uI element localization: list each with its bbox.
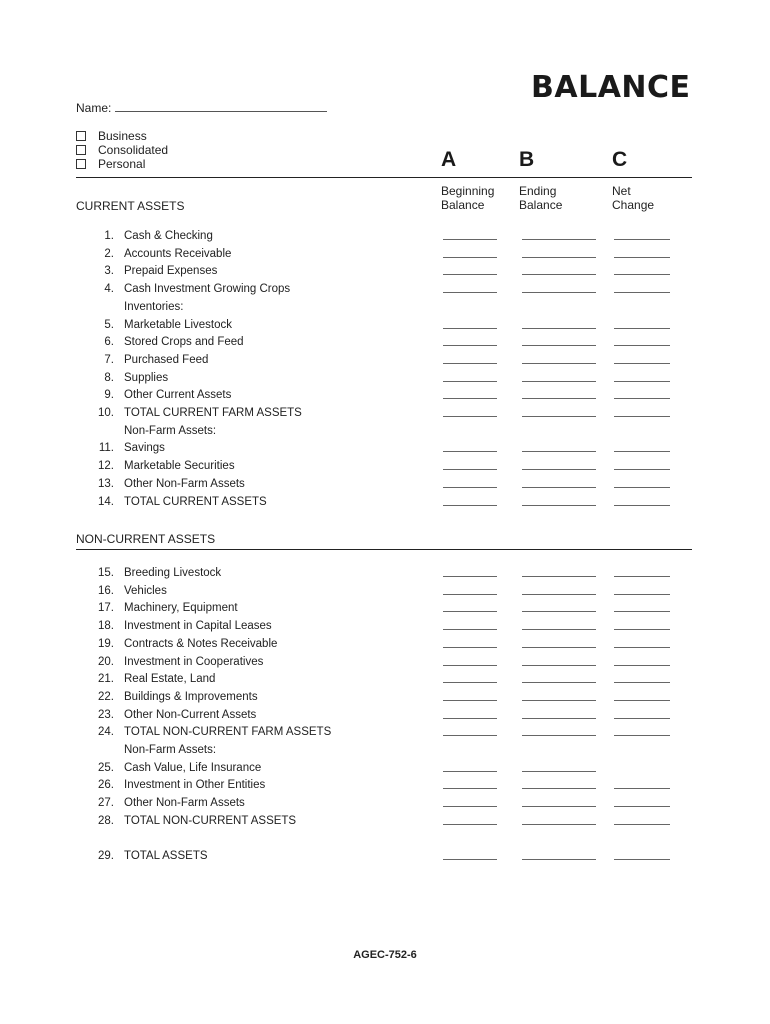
line-label: Supplies: [124, 371, 169, 384]
line-label: Cash & Checking: [124, 230, 213, 242]
line-label: Savings: [124, 442, 165, 455]
line-item-row: [76, 815, 692, 833]
line-item-row: [76, 762, 692, 780]
column-b-line2: Balance: [519, 198, 563, 212]
column-a-entry-line[interactable]: [443, 859, 497, 860]
line-label: Other Current Assets: [124, 389, 232, 402]
line-item-row: [76, 850, 692, 868]
column-c-entry-line[interactable]: [614, 239, 670, 240]
column-b-entry-line[interactable]: [522, 700, 596, 701]
line-label: Marketable Livestock: [124, 318, 233, 331]
line-number: 7.: [104, 353, 114, 366]
line-item-row: [76, 673, 692, 691]
column-b-entry-line[interactable]: [522, 469, 596, 470]
line-number: 16.: [98, 584, 114, 597]
column-a-line2: Balance: [441, 198, 485, 212]
business-label: Business: [98, 129, 147, 143]
column-a-entry-line[interactable]: [443, 381, 497, 382]
line-number: 12.: [98, 460, 114, 473]
line-number: 4.: [104, 283, 114, 296]
column-a-entry-line[interactable]: [443, 700, 497, 701]
subheading-row: [76, 744, 692, 762]
column-b-entry-line[interactable]: [522, 257, 596, 258]
noncurrent-assets-heading: NON-CURRENT ASSETS: [76, 532, 216, 546]
line-item-row: [76, 389, 692, 407]
line-label: TOTAL NON-CURRENT ASSETS: [124, 814, 297, 827]
column-a-entry-line[interactable]: [443, 735, 497, 736]
line-number: 25.: [98, 761, 114, 774]
line-item-row: [76, 691, 692, 709]
column-b-entry-line[interactable]: [522, 239, 596, 240]
line-number: 2.: [104, 247, 114, 260]
line-number: 10.: [98, 407, 114, 419]
column-a-heading: [441, 184, 494, 212]
column-b-entry-line[interactable]: [522, 505, 596, 506]
line-label: Breeding Livestock: [124, 567, 222, 579]
column-a-entry-line[interactable]: [443, 416, 497, 417]
noncurrent-rule: [76, 549, 692, 550]
line-number: 29.: [98, 850, 114, 862]
line-number: 26.: [98, 779, 114, 792]
line-item-row: [76, 336, 692, 354]
line-label: Buildings & Improvements: [124, 690, 258, 703]
line-label: Prepaid Expenses: [124, 265, 218, 278]
column-a-entry-line[interactable]: [443, 806, 497, 807]
line-label: Investment in Cooperatives: [124, 655, 264, 668]
column-b-entry-line[interactable]: [522, 806, 596, 807]
line-item-row: [76, 797, 692, 815]
column-a-entry-line[interactable]: [443, 594, 497, 595]
column-b-entry-line[interactable]: [522, 824, 596, 825]
column-b-entry-line[interactable]: [522, 647, 596, 648]
line-label: Inventories:: [124, 300, 184, 313]
column-c-entry-line[interactable]: [614, 611, 670, 612]
line-number: 17.: [98, 602, 114, 615]
line-item-row: [76, 407, 692, 425]
line-number: 22.: [98, 690, 114, 703]
column-c-entry-line[interactable]: [614, 806, 670, 807]
line-item-row: [76, 496, 692, 514]
column-c-heading: [612, 184, 654, 212]
line-label: Cash Investment Growing Crops: [124, 283, 291, 296]
subheading-row: [76, 301, 692, 319]
column-b-entry-line[interactable]: [522, 363, 596, 364]
line-item-row: [76, 602, 692, 620]
column-c-entry-line[interactable]: [614, 328, 670, 329]
column-b-entry-line[interactable]: [522, 611, 596, 612]
column-b-entry-line[interactable]: [522, 274, 596, 275]
column-c-entry-line[interactable]: [614, 416, 670, 417]
line-number: 8.: [104, 371, 114, 384]
column-a-entry-line[interactable]: [443, 328, 497, 329]
column-b-entry-line[interactable]: [522, 381, 596, 382]
column-b-line1: Ending: [519, 184, 557, 198]
line-item-row: [76, 779, 692, 797]
column-b-entry-line[interactable]: [522, 487, 596, 488]
column-a-entry-line[interactable]: [443, 505, 497, 506]
line-number: 15.: [98, 567, 114, 579]
column-b-entry-line[interactable]: [522, 859, 596, 860]
column-c-entry-line[interactable]: [614, 398, 670, 399]
column-c-entry-line[interactable]: [614, 451, 670, 452]
line-number: 5.: [104, 318, 114, 331]
column-b-entry-line[interactable]: [522, 292, 596, 293]
column-a-entry-line[interactable]: [443, 788, 497, 789]
subheading-row: [76, 425, 692, 443]
column-c-entry-line[interactable]: [614, 381, 670, 382]
column-a-entry-line[interactable]: [443, 611, 497, 612]
line-number: 24.: [98, 726, 114, 739]
line-item-row: [76, 442, 692, 460]
column-b-entry-line[interactable]: [522, 328, 596, 329]
name-input-line[interactable]: [115, 101, 327, 112]
line-number: 9.: [104, 389, 114, 402]
column-c-entry-line[interactable]: [614, 487, 670, 488]
column-a-entry-line[interactable]: [443, 824, 497, 825]
entity-option-personal[interactable]: [76, 157, 168, 171]
column-c-line1: Net: [612, 184, 631, 198]
line-label: Stored Crops and Feed: [124, 336, 244, 349]
line-number: 19.: [98, 637, 114, 650]
column-b-entry-line[interactable]: [522, 682, 596, 683]
line-item-row: [76, 248, 692, 266]
column-c-entry-line[interactable]: [614, 824, 670, 825]
column-b-entry-line[interactable]: [522, 771, 596, 772]
line-number: 11.: [98, 442, 114, 455]
personal-checkbox[interactable]: [76, 159, 86, 169]
column-a-entry-line[interactable]: [443, 576, 497, 577]
column-a-entry-line[interactable]: [443, 257, 497, 258]
personal-label: Personal: [98, 157, 146, 171]
line-label: Other Non-Farm Assets: [124, 477, 245, 490]
name-label: Name:: [76, 101, 112, 115]
column-a-entry-line[interactable]: [443, 682, 497, 683]
line-label: Real Estate, Land: [124, 673, 216, 686]
line-item-row: [76, 478, 692, 496]
line-number: 20.: [98, 655, 114, 668]
line-label: TOTAL NON-CURRENT FARM ASSETS: [124, 726, 332, 739]
column-b-entry-line[interactable]: [522, 576, 596, 577]
line-item-row: [76, 354, 692, 372]
column-a-entry-line[interactable]: [443, 274, 497, 275]
line-label: Other Non-Current Assets: [124, 708, 257, 721]
line-item-row: [76, 265, 692, 283]
column-a-entry-line[interactable]: [443, 292, 497, 293]
column-c-entry-line[interactable]: [614, 647, 670, 648]
line-number: 28.: [98, 814, 114, 827]
column-b-entry-line[interactable]: [522, 416, 596, 417]
column-c-entry-line[interactable]: [614, 257, 670, 258]
header-rule: [76, 177, 692, 178]
column-a-entry-line[interactable]: [443, 469, 497, 470]
column-b-entry-line[interactable]: [522, 629, 596, 630]
column-c-entry-line[interactable]: [614, 718, 670, 719]
column-a-letter: A: [441, 148, 457, 171]
line-label: Marketable Securities: [124, 460, 235, 473]
column-c-entry-line[interactable]: [614, 363, 670, 364]
form-title: BALANCE: [531, 70, 691, 105]
line-label: Cash Value, Life Insurance: [124, 761, 262, 774]
line-number: 27.: [98, 797, 114, 810]
column-c-entry-line[interactable]: [614, 292, 670, 293]
entity-option-business[interactable]: [76, 129, 168, 143]
column-c-entry-line[interactable]: [614, 700, 670, 701]
form-code: AGEC-752-6: [353, 949, 417, 961]
line-label: Non-Farm Assets:: [124, 744, 217, 756]
column-c-entry-line[interactable]: [614, 594, 670, 595]
line-number: 18.: [98, 620, 114, 633]
line-number: 23.: [98, 708, 114, 721]
line-item-row: [76, 726, 692, 744]
column-b-entry-line[interactable]: [522, 718, 596, 719]
column-c-entry-line[interactable]: [614, 345, 670, 346]
column-b-entry-line[interactable]: [522, 665, 596, 666]
line-label: TOTAL CURRENT ASSETS: [124, 495, 267, 508]
entity-type-checklist: [76, 129, 168, 171]
line-label: TOTAL ASSETS: [124, 850, 208, 862]
column-c-entry-line[interactable]: [614, 735, 670, 736]
line-label: Investment in Other Entities: [124, 779, 266, 792]
column-c-line2: Change: [612, 198, 655, 212]
line-item-row: [76, 638, 692, 656]
column-a-entry-line[interactable]: [443, 718, 497, 719]
column-a-entry-line[interactable]: [443, 629, 497, 630]
line-label: TOTAL CURRENT FARM ASSETS: [124, 407, 302, 419]
current-assets-heading: CURRENT ASSETS: [76, 199, 185, 213]
line-label: Purchased Feed: [124, 353, 209, 366]
column-a-entry-line[interactable]: [443, 647, 497, 648]
business-checkbox[interactable]: [76, 131, 86, 141]
column-a-entry-line[interactable]: [443, 239, 497, 240]
column-b-entry-line[interactable]: [522, 594, 596, 595]
column-a-entry-line[interactable]: [443, 345, 497, 346]
name-field-row: [76, 101, 327, 115]
line-label: Machinery, Equipment: [124, 602, 238, 615]
line-item-row: [76, 656, 692, 674]
column-a-entry-line[interactable]: [443, 665, 497, 666]
column-b-entry-line[interactable]: [522, 735, 596, 736]
column-b-entry-line[interactable]: [522, 345, 596, 346]
column-a-entry-line[interactable]: [443, 771, 497, 772]
column-b-letter: B: [519, 148, 535, 171]
column-b-entry-line[interactable]: [522, 398, 596, 399]
line-number: 21.: [98, 673, 114, 686]
line-item-row: [76, 585, 692, 603]
column-a-entry-line[interactable]: [443, 487, 497, 488]
line-item-row: [76, 230, 692, 248]
column-a-entry-line[interactable]: [443, 451, 497, 452]
column-c-entry-line[interactable]: [614, 469, 670, 470]
column-c-entry-line[interactable]: [614, 859, 670, 860]
line-item-row: [76, 620, 692, 638]
line-label: Investment in Capital Leases: [124, 620, 272, 633]
column-c-letter: C: [612, 148, 628, 171]
line-item-row: [76, 567, 692, 585]
column-c-entry-line[interactable]: [614, 788, 670, 789]
column-b-heading: [519, 184, 562, 212]
line-number: 3.: [104, 265, 114, 278]
line-item-row: [76, 283, 692, 301]
column-c-entry-line[interactable]: [614, 274, 670, 275]
column-c-entry-line[interactable]: [614, 576, 670, 577]
column-c-entry-line[interactable]: [614, 629, 670, 630]
entity-option-consolidated[interactable]: [76, 143, 168, 157]
line-label: Other Non-Farm Assets: [124, 797, 245, 810]
line-number: 1.: [104, 230, 114, 242]
line-item-row: [76, 319, 692, 337]
line-label: Vehicles: [124, 584, 167, 597]
line-item-row: [76, 372, 692, 390]
column-c-entry-line[interactable]: [614, 665, 670, 666]
column-a-entry-line[interactable]: [443, 398, 497, 399]
line-number: 6.: [104, 336, 114, 349]
consolidated-label: Consolidated: [98, 143, 169, 157]
line-number: 13.: [98, 477, 114, 490]
column-a-line1: Beginning: [441, 184, 495, 198]
column-c-entry-line[interactable]: [614, 682, 670, 683]
column-c-entry-line[interactable]: [614, 505, 670, 506]
line-label: Non-Farm Assets:: [124, 424, 217, 437]
line-item-row: [76, 709, 692, 727]
column-b-entry-line[interactable]: [522, 788, 596, 789]
line-item-row: [76, 460, 692, 478]
line-label: Contracts & Notes Receivable: [124, 637, 278, 650]
consolidated-checkbox[interactable]: [76, 145, 86, 155]
line-label: Accounts Receivable: [124, 247, 232, 260]
column-b-entry-line[interactable]: [522, 451, 596, 452]
column-a-entry-line[interactable]: [443, 363, 497, 364]
line-number: 14.: [98, 495, 114, 508]
